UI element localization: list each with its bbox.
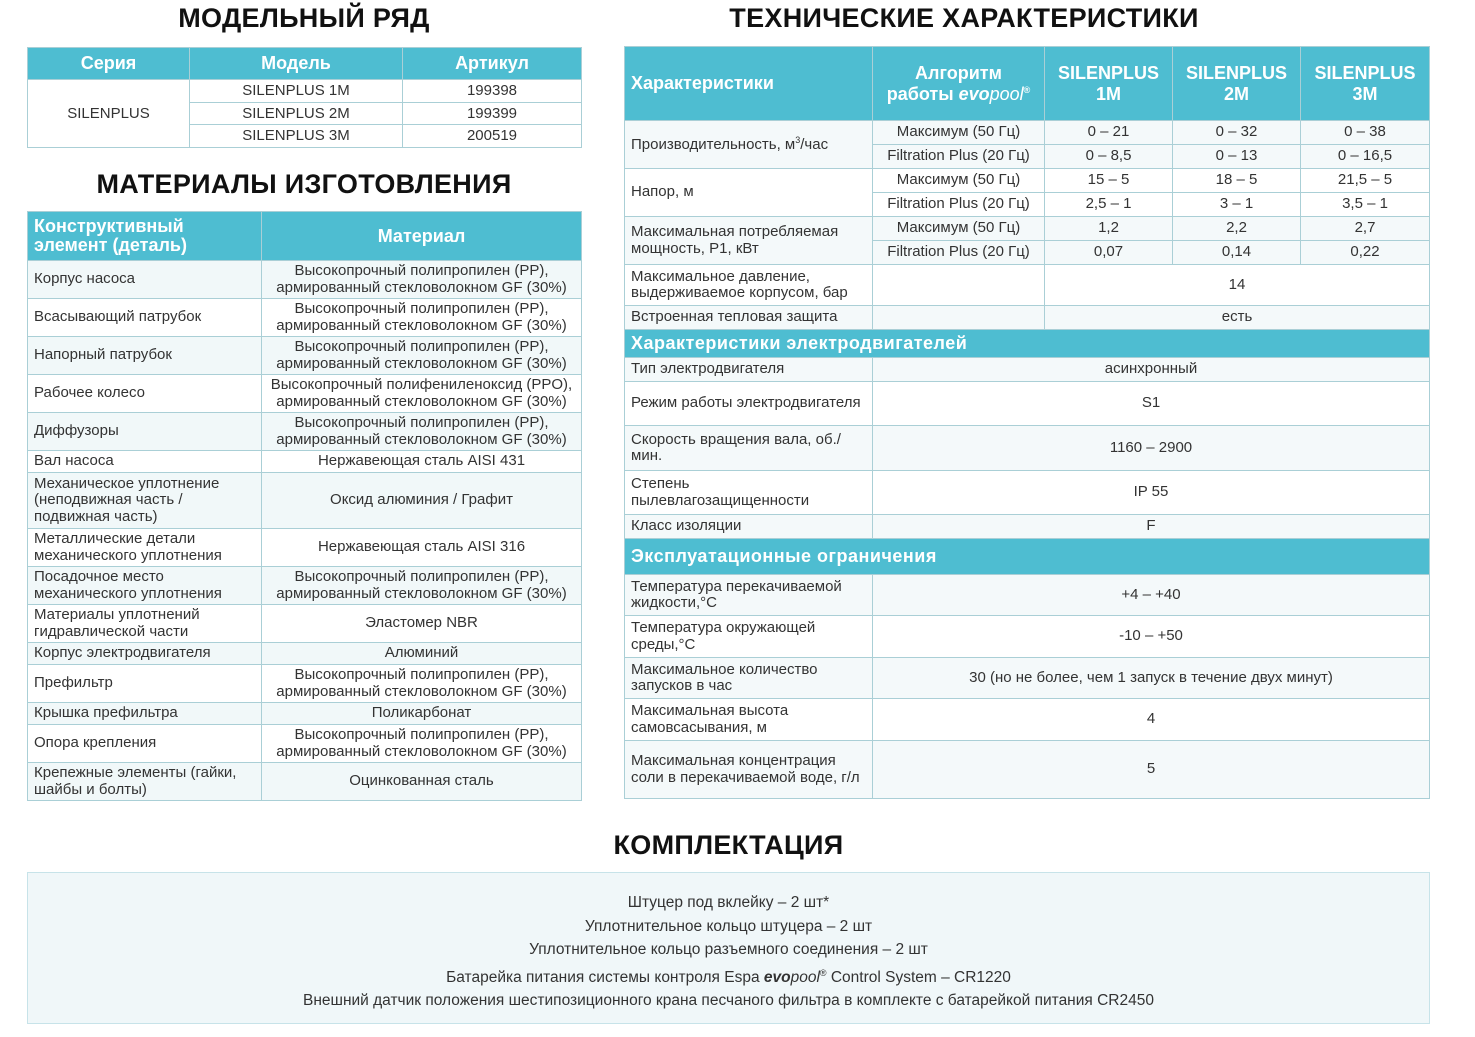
limit-value: -10 – +50 <box>873 616 1430 658</box>
value-cell: 2,5 – 1 <box>1045 193 1173 217</box>
motor-label: Тип электродвигателя <box>625 358 873 382</box>
article-cell: 199398 <box>403 80 582 103</box>
value-cell: 0 – 21 <box>1045 121 1173 145</box>
part-cell: Вал насоса <box>28 451 262 473</box>
table-row <box>28 703 582 725</box>
limit-label: Максимальная высота самовсасывания, м <box>625 699 873 741</box>
battery-prefix: Батарейка питания системы контроля Espa <box>446 968 764 986</box>
value-cell: 0 – 13 <box>1173 145 1301 169</box>
algorithm-label-1: Алгоритм <box>915 63 1002 84</box>
limits-band: Эксплуатационные ограничения <box>625 539 1430 575</box>
material-cell: Высокопрочный полипропилен (PP), армированный стекловолокном GF (30%) <box>262 665 582 703</box>
value-cell: 18 – 5 <box>1173 169 1301 193</box>
part-cell: Металлические детали механического уплотнения <box>28 529 262 567</box>
table-row <box>625 471 1430 515</box>
header-part: Конструктивный элемент (деталь) <box>28 212 262 261</box>
value-cell: 21,5 – 5 <box>1301 169 1430 193</box>
motor-value: асинхронный <box>873 358 1430 382</box>
motor-label: Режим работы электродвигателя <box>625 382 873 426</box>
kit-item: Внешний датчик положения шестипозиционного крана песчаного фильтра в комплекте с батарейкой питания CR2450 <box>303 992 1154 1010</box>
material-cell: Высокопрочный полипропилен (PP), армированный стекловолокном GF (30%) <box>262 567 582 605</box>
material-cell: Нержавеющая сталь AISI 316 <box>262 529 582 567</box>
mode-fp: Filtration Plus (20 Гц) <box>873 145 1045 169</box>
material-cell: Высокопрочный полипропилен (PP), армированный стекловолокном GF (30%) <box>262 725 582 763</box>
value-cell: 0,14 <box>1173 241 1301 265</box>
material-cell: Высокопрочный полипропилен (PP), армированный стекловолокном GF (30%) <box>262 413 582 451</box>
header-algorithm <box>873 47 1045 121</box>
limit-value: 30 (но не более, чем 1 запуск в течение двух минут) <box>873 658 1430 699</box>
model-cell: SILENPLUS 3M <box>190 125 403 148</box>
reg-mark: ® <box>1023 84 1031 95</box>
value-cell: 0 – 32 <box>1173 121 1301 145</box>
pool-text: pool <box>989 83 1024 104</box>
material-cell: Алюминий <box>262 643 582 665</box>
empty-cell <box>873 265 1045 306</box>
empty-cell <box>873 306 1045 330</box>
perf-label: Производительность, $м^3$/час <box>625 121 873 169</box>
tech-title: ТЕХНИЧЕСКИЕ ХАРАКТЕРИСТИКИ <box>729 3 1199 33</box>
table-row <box>28 80 582 103</box>
material-cell: Нержавеющая сталь AISI 431 <box>262 451 582 473</box>
table-row <box>28 451 582 473</box>
limit-value: +4 – +40 <box>873 575 1430 616</box>
model-name: SILENPLUS <box>1185 63 1287 84</box>
motor-value: S1 <box>873 382 1430 426</box>
motor-band: Характеристики электродвигателей <box>625 330 1430 358</box>
limit-value: 5 <box>873 741 1430 799</box>
kit-item: Штуцер под вклейку – 2 шт* <box>627 894 830 911</box>
material-cell: Высокопрочный полипропилен (PP), армированный стекловолокном GF (30%) <box>262 337 582 375</box>
motor-label: Класс изоляции <box>625 515 873 539</box>
table-row <box>28 643 582 665</box>
power-label: Максимальная потребляемая мощность, P1, кВт <box>625 217 873 265</box>
table-row <box>28 375 582 413</box>
header-model-1m <box>1045 47 1173 121</box>
evopool-logo <box>959 84 1031 104</box>
part-cell: Всасывающий патрубок <box>28 299 262 337</box>
article-cell: 200519 <box>403 125 582 148</box>
evo-text: evo <box>958 83 990 104</box>
header-characteristics: Характеристики <box>625 47 873 121</box>
thermal-value: есть <box>1045 306 1430 330</box>
value-cell: 0 – 16,5 <box>1301 145 1430 169</box>
materials-title: МАТЕРИАЛЫ ИЗГОТОВЛЕНИЯ <box>96 169 512 199</box>
material-cell: Поликарбонат <box>262 703 582 725</box>
algorithm-label-2: работы <box>886 83 954 104</box>
limit-label: Температура окружающей среды,°С <box>625 616 873 658</box>
table-row <box>28 605 582 643</box>
motor-value: IP 55 <box>873 471 1430 515</box>
value-cell: 0,22 <box>1301 241 1430 265</box>
value-cell: 0,07 <box>1045 241 1173 265</box>
table-row <box>625 515 1430 539</box>
mode-fp: Filtration Plus (20 Гц) <box>873 241 1045 265</box>
table-row <box>28 763 582 801</box>
model-name: SILENPLUS <box>1057 63 1159 84</box>
pressure-label: Максимальное давление, выдерживаемое корпусом, бар <box>625 265 873 306</box>
thermal-label: Встроенная тепловая защита <box>625 306 873 330</box>
motor-label: Скорость вращения вала, об./мин. <box>625 426 873 471</box>
part-cell: Корпус насоса <box>28 261 262 299</box>
value-cell: 0 – 8,5 <box>1045 145 1173 169</box>
table-row <box>28 665 582 703</box>
part-cell: Крышка префильтра <box>28 703 262 725</box>
table-row <box>625 741 1430 799</box>
part-cell: Опора крепления <box>28 725 262 763</box>
material-cell: Высокопрочный полипропилен (PP), армированный стекловолокном GF (30%) <box>262 261 582 299</box>
part-cell: Диффузоры <box>28 413 262 451</box>
evo-text: evo <box>763 968 791 986</box>
header-model-2m <box>1173 47 1301 121</box>
table-row <box>625 699 1430 741</box>
table-row <box>625 575 1430 616</box>
model-name: SILENPLUS <box>1314 63 1416 84</box>
table-row <box>28 529 582 567</box>
model-cell: SILENPLUS 1M <box>190 80 403 103</box>
value-cell: 3,5 – 1 <box>1301 193 1430 217</box>
motor-value: F <box>873 515 1430 539</box>
table-row <box>625 382 1430 426</box>
series-cell: SILENPLUS <box>28 80 190 148</box>
table-row <box>28 337 582 375</box>
material-cell: Оцинкованная сталь <box>262 763 582 801</box>
part-cell: Посадочное место механического уплотнения <box>28 567 262 605</box>
value-cell: 3 – 1 <box>1173 193 1301 217</box>
table-row <box>28 567 582 605</box>
battery-suffix: Control System – CR1220 <box>826 968 1011 986</box>
kit-item: Уплотнительное кольцо штуцера – 2 шт <box>584 917 873 935</box>
mode-max: Максимум (50 Гц) <box>873 121 1045 145</box>
motor-value: 1160 – 2900 <box>873 426 1430 471</box>
table-row <box>28 299 582 337</box>
limit-label: Максимальное количество запусков в час <box>625 658 873 699</box>
models-title: МОДЕЛЬНЫЙ РЯД <box>178 3 430 33</box>
part-cell: Крепежные элементы (гайки, шайбы и болты) <box>28 763 262 801</box>
material-cell: Высокопрочный полипропилен (PP), армированный стекловолокном GF (30%) <box>262 299 582 337</box>
reg-mark: ® <box>819 967 827 978</box>
pressure-value: 14 <box>1045 265 1430 306</box>
value-cell: 15 – 5 <box>1045 169 1173 193</box>
mode-max: Максимум (50 Гц) <box>873 217 1045 241</box>
limit-label: Температура перекачиваемой жидкости,°С <box>625 575 873 616</box>
kit-item: Уплотнительное кольцо разъемного соединения – 2 шт <box>529 941 928 958</box>
limit-value: 4 <box>873 699 1430 741</box>
model-suffix: 3M <box>1352 83 1378 104</box>
materials-table <box>27 211 582 801</box>
kit-title: КОМПЛЕКТАЦИЯ <box>613 830 844 860</box>
model-suffix: 1M <box>1095 83 1121 104</box>
kit-item-battery <box>28 962 1429 990</box>
article-cell: 199399 <box>403 102 582 125</box>
mode-max: Максимум (50 Гц) <box>873 169 1045 193</box>
header-model: Модель <box>190 48 403 80</box>
table-row <box>625 426 1430 471</box>
header-material: Материал <box>262 212 582 261</box>
table-row <box>28 473 582 529</box>
value-cell: 2,2 <box>1173 217 1301 241</box>
limit-label: Максимальная концентрация соли в перекачиваемой воде, г/л <box>625 741 873 799</box>
motor-label: Степень пылевлагозащищенности <box>625 471 873 515</box>
material-cell: Оксид алюминия / Графит <box>262 473 582 529</box>
table-row <box>28 261 582 299</box>
mode-fp: Filtration Plus (20 Гц) <box>873 193 1045 217</box>
tech-table <box>624 46 1430 799</box>
table-row <box>625 358 1430 382</box>
value-cell: 1,2 <box>1045 217 1173 241</box>
model-table <box>27 47 582 148</box>
model-cell: SILENPLUS 2M <box>190 102 403 125</box>
material-cell: Высокопрочный полифениленоксид (PPO), армированный стекловолокном GF (30%) <box>262 375 582 413</box>
part-cell: Префильтр <box>28 665 262 703</box>
part-cell: Корпус электродвигателя <box>28 643 262 665</box>
header-model-3m <box>1301 47 1430 121</box>
part-cell: Рабочее колесо <box>28 375 262 413</box>
part-cell: Механическое уплотнение (неподвижная часть / подвижная часть) <box>28 473 262 529</box>
part-cell: Материалы уплотнений гидравлической части <box>28 605 262 643</box>
value-cell: 2,7 <box>1301 217 1430 241</box>
pool-text: pool <box>790 968 820 986</box>
table-row <box>28 725 582 763</box>
value-cell: 0 – 38 <box>1301 121 1430 145</box>
header-article: Артикул <box>403 48 582 80</box>
kit-box <box>27 872 1430 1024</box>
part-cell: Напорный патрубок <box>28 337 262 375</box>
table-row <box>625 616 1430 658</box>
head-label: Напор, м <box>625 169 873 217</box>
table-row <box>625 658 1430 699</box>
table-row <box>28 413 582 451</box>
header-series: Серия <box>28 48 190 80</box>
model-suffix: 2M <box>1223 83 1249 104</box>
material-cell: Эластомер NBR <box>262 605 582 643</box>
